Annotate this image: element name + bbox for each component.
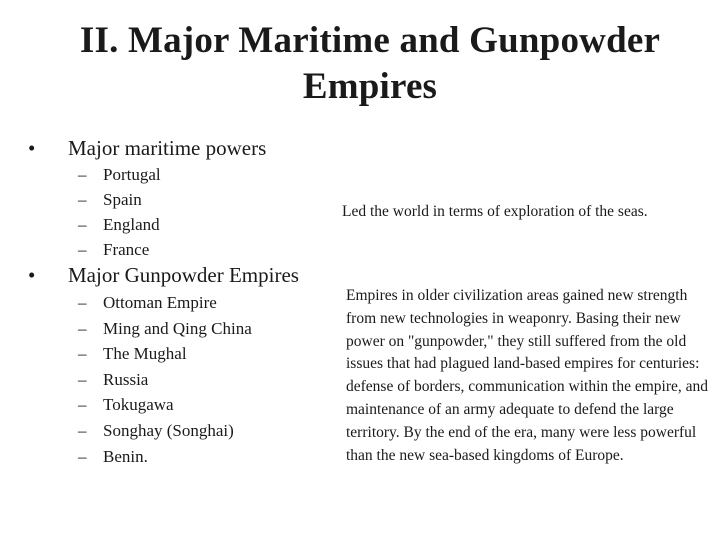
dash-marker: –: [78, 369, 87, 389]
list-item: [78, 418, 252, 444]
gunpowder-item: Tokugawa: [103, 395, 174, 415]
bullet-marker: •: [28, 136, 36, 160]
gunpowder-note: Empires in older civilization areas gained new strength from new technologies in weaponry. Basing their new power on "gunpowder," they still suffered from the old issues that had plagued land-based empires for centuries: defense of borders, communication within the empire, and maintenance of an army adequate to defend the large territory. By the end of the era, many were less powerful than the new sea-based kingdoms of Europe.: [346, 287, 708, 464]
gunpowder-heading: [28, 263, 299, 287]
maritime-heading-text: Major maritime powers: [68, 136, 267, 160]
list-item: [78, 444, 252, 470]
gunpowder-item: Songhay (Songhai): [103, 420, 234, 440]
dash-marker: –: [78, 344, 87, 364]
gunpowder-list: [78, 290, 252, 469]
gunpowder-item: Ming and Qing China: [103, 318, 252, 338]
maritime-item: England: [103, 215, 160, 234]
dash-marker: –: [78, 446, 87, 466]
dash-marker: –: [78, 318, 87, 338]
slide-title: [40, 18, 700, 110]
dash-marker: –: [78, 190, 87, 209]
list-item: [78, 162, 161, 187]
maritime-item: France: [103, 240, 150, 259]
dash-marker: –: [78, 215, 87, 234]
list-item: [78, 187, 161, 212]
list-item: [78, 341, 252, 367]
dash-marker: –: [78, 240, 87, 259]
list-item: [78, 212, 161, 237]
list-item: [78, 316, 252, 342]
dash-marker: –: [78, 395, 87, 415]
list-item: [78, 392, 252, 418]
title-line-1: II. Major Maritime and Gunpowder: [79, 20, 661, 61]
dash-marker: –: [78, 420, 87, 440]
list-item: [78, 237, 161, 262]
maritime-item: Portugal: [103, 165, 161, 184]
list-item: [78, 290, 252, 316]
dash-marker: –: [78, 293, 87, 312]
maritime-heading: [28, 136, 266, 160]
maritime-list: [78, 162, 161, 262]
gunpowder-item: Ottoman Empire: [103, 293, 217, 312]
gunpowder-item: Russia: [103, 369, 149, 389]
gunpowder-item: Benin.: [103, 446, 148, 466]
gunpowder-heading-text: Major Gunpowder Empires: [68, 263, 299, 287]
maritime-item: Spain: [103, 190, 142, 209]
dash-marker: –: [78, 165, 87, 184]
maritime-note: Led the world in terms of exploration of the seas.: [342, 203, 648, 220]
list-item: [78, 367, 252, 393]
title-line-2: Empires: [302, 66, 438, 107]
gunpowder-item: The Mughal: [103, 344, 187, 364]
bullet-marker: •: [28, 263, 36, 287]
